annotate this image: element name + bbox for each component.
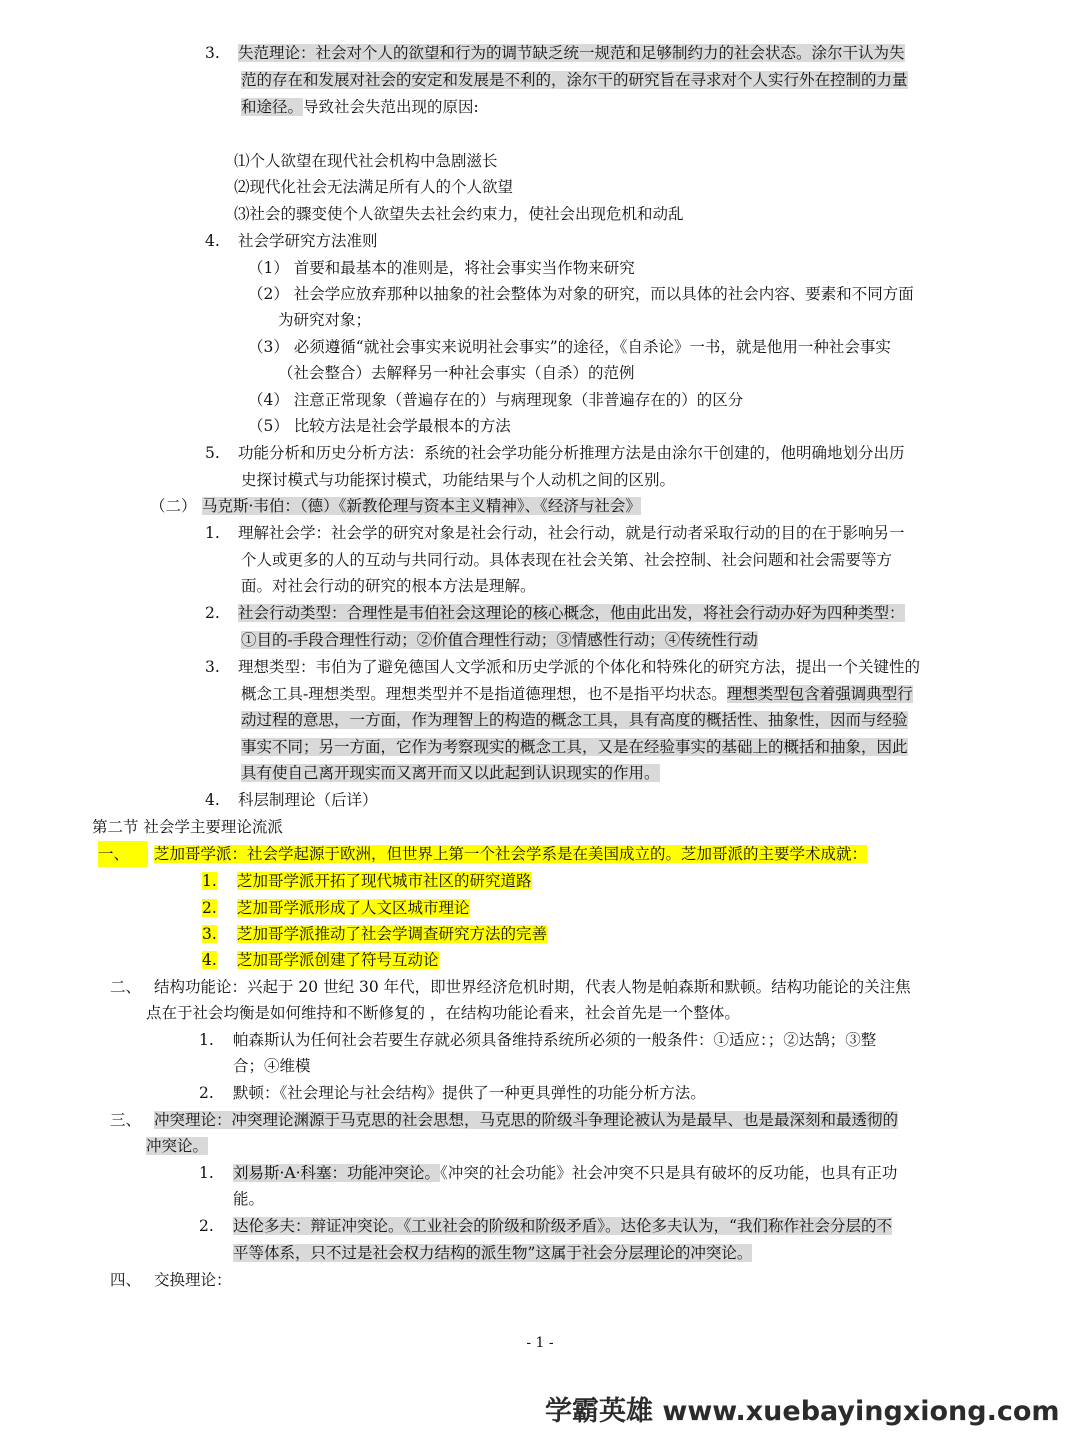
chicago-item-3: 芝加哥学派推动了社会学调查研究方法的完善 [237, 925, 548, 943]
ideal-type-line-1: 理想类型：韦伯为了避免德国人文学派和历史学派的个体化和特殊化的研究方法，提出一个关键性的 [238, 658, 921, 676]
section-heading: 第二节 社会学主要理论流派 [92, 818, 283, 836]
understanding-sociology-line-3: 面。对社会行动的研究的根本方法是理解。 [241, 577, 536, 595]
weber-heading: 马克斯·韦伯：（德）《新教伦理与资本主义精神》、《经济与社会》 [202, 497, 641, 515]
parsons-line-2: 合；④维模 [233, 1057, 311, 1075]
chicago-school-intro: 芝加哥学派：社会学起源于欧洲，但世界上第一个社会学系是在美国成立的。芝加哥派的主要学术成就： [154, 845, 868, 863]
method-rule-3-line-1: （3） 必须遵循“就社会事实来说明社会事实”的途径，《自杀论》一书，就是他用一种社会事实 [248, 338, 891, 356]
anomie-theory-line-2: 范的存在和发展对社会的安定和发展是不利的，涂尔干的研究旨在寻求对个人实行外在控制的力量 [241, 71, 908, 89]
merton-line: 默顿：《社会理论与社会结构》提供了一种更具弹性的功能分析方法。 [233, 1084, 706, 1102]
chicago-item-2: 芝加哥学派形成了人文区城市理论 [237, 899, 470, 917]
structural-functionalism-line-1: 结构功能论：兴起于 20 世纪 30 年代，即世界经济危机时期，代表人物是帕森斯和默顿。结构功能论的关注焦 [154, 978, 911, 996]
conflict-theory-line-1: 冲突理论：冲突理论渊源于马克思的社会思想，马克思的阶级斗争理论被认为是最早、也是最深刻和最透彻的 [154, 1111, 899, 1129]
action-types-line-2: ①目的-手段合理性行动；②价值合理性行动；③情感性行动；④传统性行动 [241, 631, 758, 649]
structural-item-2-number: 2. [199, 1084, 214, 1102]
understanding-sociology-line-1: 理解社会学：社会学的研究对象是社会行动，社会行动，就是行动者采取行动的目的在于影响另一 [238, 524, 905, 542]
ideal-type-line-2: 概念工具-理想类型。理想类型并不是指道德理想，也不是指平均状态。理想类型包含着强调典型行 [241, 685, 913, 703]
method-rule-5: （5） 比较方法是社会学最根本的方法 [248, 417, 511, 435]
conflict-number: 三、 [110, 1111, 142, 1129]
conflict-theory-line-2: 冲突论。 [146, 1137, 209, 1155]
structural-item-1-number: 1. [199, 1031, 214, 1049]
chicago-item-1-number: 1. [202, 872, 217, 890]
anomie-cause-3: ⑶社会的骤变使个人欲望失去社会约束力，使社会出现危机和动乱 [234, 205, 684, 223]
weber-number: （二） [150, 497, 197, 515]
chicago-item-4-number: 4. [202, 951, 217, 969]
site-watermark: 学霸英雄 www.xuebayingxiong.com [545, 1396, 1060, 1427]
conflict-item-2-number: 2. [199, 1217, 214, 1235]
bureaucracy-theory: 科层制理论（后详） [238, 791, 378, 809]
ideal-type-line-4: 事实不同；另一方面，它作为考察现实的概念工具，又是在经验事实的基础上的概括和抽象，因此 [241, 738, 908, 756]
ideal-type-line-3: 动过程的意思，一方面，作为理智上的构造的概念工具，具有高度的概括性、抽象性，因而与经验 [241, 711, 908, 729]
method-rule-1: （1） 首要和最基本的准则是，将社会事实当作物来研究 [248, 259, 635, 277]
structural-functionalism-line-2: 点在于社会均衡是如何维持和不断修复的 ，在结构功能论看来，社会首先是一个整体。 [146, 1004, 740, 1022]
method-rule-3-line-2: （社会整合）去解释另一种社会事实（自杀）的范例 [278, 364, 635, 382]
chicago-item-1: 芝加哥学派开拓了现代城市社区的研究道路 [237, 872, 532, 890]
ideal-type-line-5: 具有使自己离开现实而又离开而又以此起到认识现实的作用。 [241, 764, 660, 782]
item-4-number: 4. [205, 232, 220, 250]
coser-line-1: 刘易斯·A·科塞：功能冲突论。《冲突的社会功能》社会冲突不只是具有破坏的反功能，也具有正功 [233, 1164, 898, 1182]
functional-analysis-line-2: 史探讨模式与功能探讨模式，功能结果与个人动机之间的区别。 [241, 471, 676, 489]
anomie-cause-2: ⑵现代化社会无法满足所有人的个人欲望 [234, 178, 514, 196]
weber-item-3-number: 3. [205, 658, 220, 676]
chicago-item-4: 芝加哥学派创建了符号互动论 [237, 951, 439, 969]
page-number: - 1 - [526, 1335, 554, 1351]
parsons-line-1: 帕森斯认为任何社会若要生存就必须具备维持系统所必须的一般条件：①适应：；②达鹄；③整 [233, 1031, 877, 1049]
chicago-item-2-number: 2. [202, 899, 217, 917]
functional-analysis-line-1: 功能分析和历史分析方法：系统的社会学功能分析推理方法是由涂尔干创建的，他明确地划分出历 [238, 444, 905, 462]
exchange-number: 四、 [110, 1271, 142, 1289]
anomie-theory-line-1: 失范理论：社会对个人的欲望和行为的调节缺乏统一规范和足够制约力的社会状态。涂尔干认为失 [238, 44, 905, 62]
anomie-theory-line-3: 和途径。导致社会失范出现的原因: [241, 98, 479, 116]
method-rule-2-line-1: （2） 社会学应放弃那种以抽象的社会整体为对象的研究，而以具体的社会内容、要素和不同方面 [248, 285, 914, 303]
anomie-cause-1: ⑴个人欲望在现代社会机构中急剧滋长 [234, 152, 498, 170]
weber-item-4-number: 4. [205, 791, 220, 809]
chicago-item-3-number: 3. [202, 925, 217, 943]
method-rule-4: （4） 注意正常现象（普遍存在的）与病理现象（非普遍存在的）的区分 [248, 391, 744, 409]
item-3-number: 3. [205, 44, 220, 62]
method-rule-2-line-2: 为研究对象； [278, 311, 372, 329]
weber-item-1-number: 1. [205, 524, 220, 542]
action-types-line-1: 社会行动类型：合理性是韦伯社会这理论的核心概念，他由此出发，将社会行动办好为四种类型： [238, 604, 905, 622]
weber-item-2-number: 2. [205, 604, 220, 622]
conflict-item-1-number: 1. [199, 1164, 214, 1182]
structural-number: 二、 [110, 978, 142, 996]
exchange-theory: 交换理论： [154, 1271, 232, 1289]
item-5-number: 5. [205, 444, 220, 462]
method-rules-title: 社会学研究方法准则 [238, 232, 378, 250]
understanding-sociology-line-2: 个人或更多的人的互动与共同行动。具体表现在社会关第、社会控制、社会问题和社会需要等方 [241, 551, 893, 569]
coser-line-2: 能。 [233, 1190, 265, 1208]
chicago-number: 一、 [98, 841, 148, 867]
dahrendorf-line-2: 平等体系，只不过是社会权力结构的派生物”这属于社会分层理论的冲突论。 [233, 1244, 753, 1262]
dahrendorf-line-1: 达伦多夫：辩证冲突论。《工业社会的阶级和阶级矛盾》。达伦多夫认为，“我们称作社会分层的不 [233, 1217, 892, 1235]
